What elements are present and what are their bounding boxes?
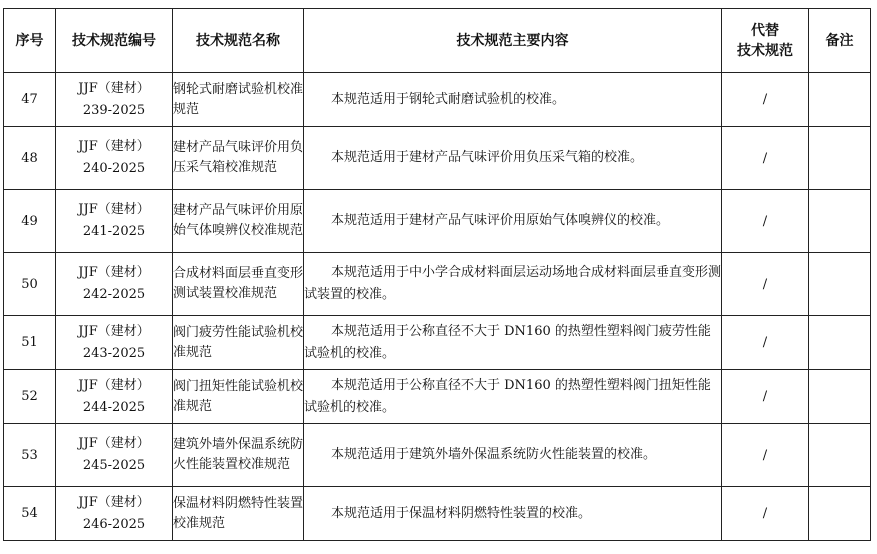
row-code-number: 243-2025 [82,345,146,361]
table-row [4,424,871,487]
table-row [4,370,871,424]
row-content [304,316,722,370]
row-code [56,190,173,253]
row-code [56,127,173,190]
row-name: 阀门疲劳性能试验机校准规范 [173,316,304,370]
row-replace: / [722,73,809,127]
row-remark [809,424,871,487]
row-content-text: 本规范适用于建材产品气味评价用负压采气箱的校准。 [331,150,644,165]
row-content [304,127,722,190]
row-remark [809,190,871,253]
row-replace: / [722,253,809,316]
row-seq: 49 [4,190,56,253]
row-content-text: 本规范适用于建材产品气味评价用原始气体嗅辨仪的校准。 [331,213,670,228]
row-code-prefix: JJF（建材） [78,139,150,154]
row-seq: 50 [4,253,56,316]
row-code-prefix: JJF（建材） [78,202,150,217]
row-seq: 52 [4,370,56,424]
row-name: 钢轮式耐磨试验机校准规范 [173,73,304,127]
row-content-text: 本规范适用于公称直径不大于 DN160 的热塑性塑料阀门扭矩性能试验机的校准。 [304,377,711,415]
row-content [304,253,722,316]
row-content-text: 本规范适用于建筑外墙外保温系统防火性能装置的校准。 [331,447,657,462]
row-content [304,190,722,253]
row-replace: / [722,190,809,253]
row-code-number: 245-2025 [82,458,146,473]
row-code-prefix: JJF（建材） [78,80,150,96]
row-remark [809,73,871,127]
row-name: 建材产品气味评价用原始气体嗅辨仪校准规范 [173,190,304,253]
row-remark [809,370,871,424]
row-code-prefix: JJF（建材） [78,377,150,393]
table-row [4,316,871,370]
table-header-row [4,9,871,73]
header-code: 技术规范编号 [56,9,173,73]
row-content-text: 本规范适用于保温材料阴燃特性装置的校准。 [331,505,592,521]
row-code [56,73,173,127]
table-row [4,253,871,316]
row-code-prefix: JJF（建材） [78,265,150,280]
row-code-number: 239-2025 [82,102,146,118]
row-content [304,487,722,541]
row-remark [809,127,871,190]
row-code-number: 241-2025 [82,224,146,239]
table-row [4,190,871,253]
row-code-number: 240-2025 [82,161,146,176]
row-code [56,370,173,424]
row-code-prefix: JJF（建材） [78,494,150,510]
row-code-prefix: JJF（建材） [78,436,150,451]
row-code [56,487,173,541]
row-seq: 48 [4,127,56,190]
row-content-text: 本规范适用于钢轮式耐磨试验机的校准。 [331,91,566,107]
row-replace: / [722,127,809,190]
header-remark: 备注 [809,9,871,73]
spec-table [3,8,871,541]
row-name: 建筑外墙外保温系统防火性能装置校准规范 [173,424,304,487]
row-code [56,253,173,316]
header-content: 技术规范主要内容 [304,9,722,73]
row-code-number: 242-2025 [82,287,146,302]
header-name: 技术规范名称 [173,9,304,73]
row-seq: 54 [4,487,56,541]
row-replace: / [722,316,809,370]
row-remark [809,487,871,541]
row-content [304,370,722,424]
row-code [56,316,173,370]
header-replace-line1: 代替 [751,22,779,39]
row-code-prefix: JJF（建材） [78,323,150,339]
row-content-text: 本规范适用于公称直径不大于 DN160 的热塑性塑料阀门疲劳性能试验机的校准。 [304,323,711,361]
table-row [4,127,871,190]
header-seq: 序号 [4,9,56,73]
header-replace [722,9,809,73]
row-content [304,424,722,487]
row-name: 阀门扭矩性能试验机校准规范 [173,370,304,424]
row-code-number: 246-2025 [82,516,146,532]
row-code [56,424,173,487]
header-replace-line2: 技术规范 [737,42,793,59]
row-seq: 51 [4,316,56,370]
row-remark [809,253,871,316]
row-remark [809,316,871,370]
table-row [4,487,871,541]
row-replace: / [722,370,809,424]
row-code-number: 244-2025 [82,399,146,415]
row-replace: / [722,424,809,487]
row-seq: 47 [4,73,56,127]
row-seq: 53 [4,424,56,487]
row-content-text: 本规范适用于中小学合成材料面层运动场地合成材料面层垂直变形测试装置的校准。 [304,265,722,302]
row-name: 保温材料阴燃特性装置校准规范 [173,487,304,541]
row-name: 建材产品气味评价用负压采气箱校准规范 [173,127,304,190]
row-name: 合成材料面层垂直变形测试装置校准规范 [173,253,304,316]
table-row [4,73,871,127]
row-replace: / [722,487,809,541]
row-content [304,73,722,127]
